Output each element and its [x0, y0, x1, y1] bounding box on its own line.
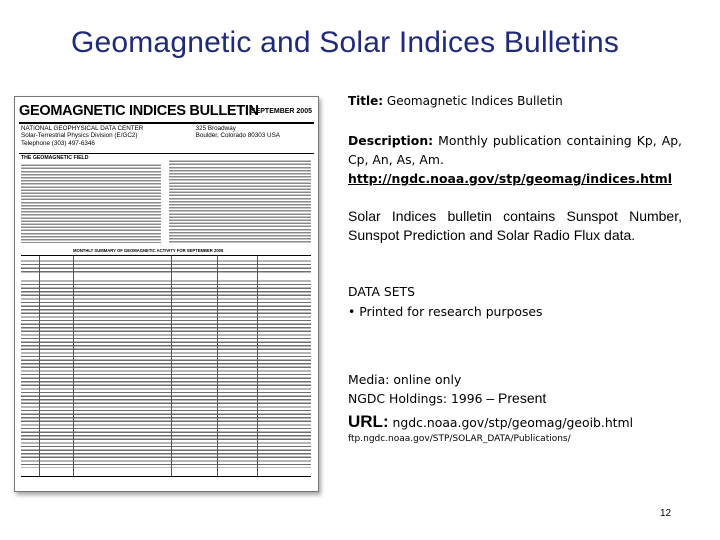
- title-field: [348, 94, 563, 108]
- url-label: URL:: [348, 412, 389, 431]
- bulletin-org-line: Solar-Terrestrial Physics Division (E/GC2): [21, 132, 138, 140]
- bulletin-org: [21, 125, 143, 147]
- title-value: Geomagnetic Indices Bulletin: [383, 94, 563, 108]
- bulletin-table-title: MONTHLY SUMMARY OF GEOMAGNETIC ACTIVITY FOR SEPTEMBER 2005: [73, 248, 224, 253]
- holdings-year: 1996: [447, 391, 483, 406]
- data-sets-label: DATA SETS: [348, 284, 415, 299]
- bulletin-header: [19, 101, 314, 123]
- bulletin-text-column: [21, 163, 161, 243]
- solar-indices-text: Solar Indices bulletin contains Sunspot Number, Sunspot Prediction and Solar Radio Flux data.: [348, 208, 682, 243]
- slide-title: Geomagnetic and Solar Indices Bulletins: [70, 26, 620, 59]
- bulletin-table-divider: [171, 256, 172, 476]
- bulletin-rule: [19, 122, 314, 124]
- description-field: [348, 131, 682, 188]
- bulletin-address: [196, 125, 280, 140]
- bulletin-text-column: [169, 159, 311, 243]
- url-value[interactable]: ngdc.noaa.gov/stp/geomag/geoib.html: [388, 415, 634, 430]
- bulletin-table-divider: [73, 256, 74, 476]
- bulletin-org-line: Telephone (303) 497-6346: [21, 139, 95, 147]
- bulletin-data-table: [21, 255, 311, 477]
- bulletin-table-divider: [39, 256, 40, 476]
- holdings-field: [348, 390, 546, 406]
- bulletin-table-header-rows: [21, 258, 311, 274]
- data-sets-section: [348, 282, 543, 322]
- bulletin-table-divider: [257, 256, 258, 476]
- bulletin-address-line: Boulder, Colorado 80303 USA: [195, 132, 280, 140]
- description-value: Monthly publication containing Kp, Ap, Cp, An, As, Am.: [348, 133, 682, 167]
- bulletin-rule: [19, 153, 314, 154]
- bulletin-name: GEOMAGNETIC INDICES BULLETIN: [19, 103, 259, 119]
- holdings-rest: – Present: [482, 390, 547, 406]
- url-field: [348, 412, 633, 432]
- media-text: Media: online only: [348, 372, 462, 387]
- bulletin-org-line: NATIONAL GEOPHYSICAL DATA CENTER: [21, 125, 144, 132]
- data-sets-item: • Printed for research purposes: [348, 304, 543, 319]
- bulletin-table-divider: [217, 256, 218, 476]
- bulletin-section-title: THE GEOMAGNETIC FIELD: [21, 155, 89, 161]
- bulletin-page-image: [14, 96, 319, 492]
- title-label: Title:: [348, 94, 384, 108]
- description-label: Description:: [348, 133, 434, 148]
- holdings-label: NGDC Holdings:: [348, 391, 447, 406]
- bulletin-table-rows: [21, 278, 311, 468]
- page-number: 12: [660, 508, 672, 519]
- description-url-link[interactable]: http://ngdc.noaa.gov/stp/geomag/indices.html: [348, 171, 672, 186]
- ftp-link[interactable]: ftp.ngdc.noaa.gov/STP/SOLAR_DATA/Publications/: [348, 434, 571, 444]
- bulletin-address-line: 325 Broadway: [195, 125, 236, 132]
- bulletin-date: SEPTEMBER 2005: [250, 108, 312, 115]
